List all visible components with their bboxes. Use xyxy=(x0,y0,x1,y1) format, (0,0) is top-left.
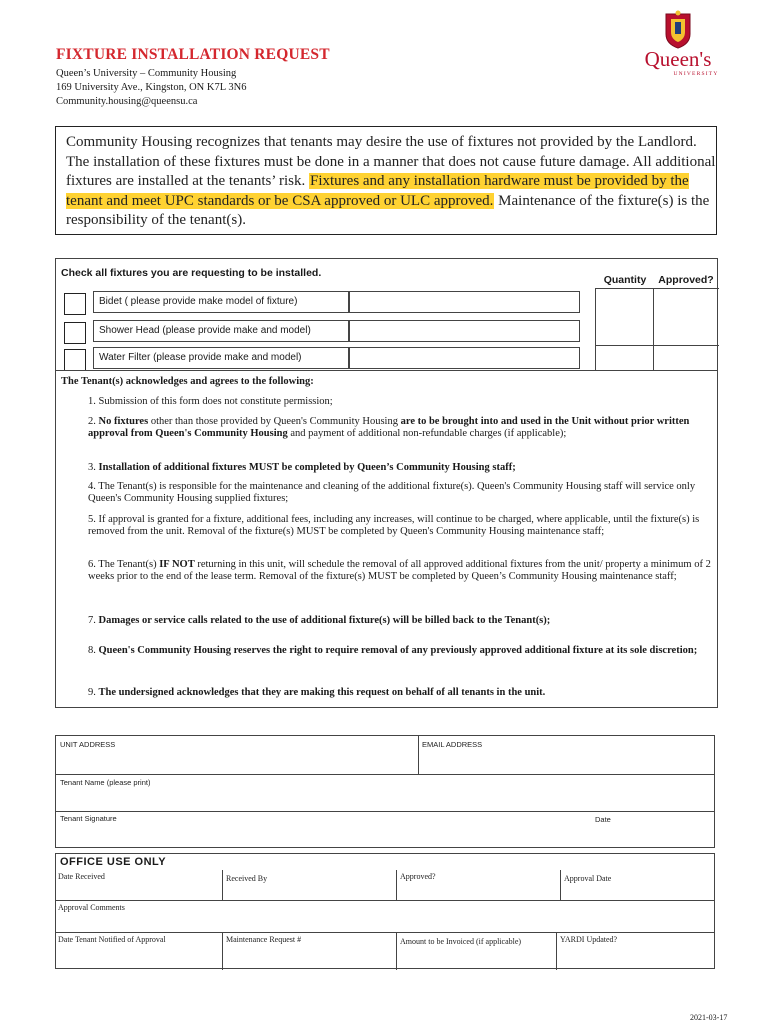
approved-header: Approved? xyxy=(658,274,714,286)
shower-head-label: Shower Head (please provide make and model) xyxy=(93,320,349,342)
intro-statement xyxy=(55,126,717,235)
logo-wordmark: Queen's xyxy=(644,47,712,71)
yardi-updated-label: YARDI Updated? xyxy=(560,935,618,944)
water-filter-label: Water Filter (please provide make and model) xyxy=(93,347,349,369)
fixtures-heading: Check all fixtures you are requesting to be installed. xyxy=(61,267,322,279)
term-5: 5. If approval is granted for a fixture, additional fees, including any increases, will continue to be charged, where applicable, until the fixture(s) is removed from the unit. Removal of the fixture(s) MUST be completed by Queen's Community Housing maintenance staff; xyxy=(88,514,700,537)
term-2: 2. No fixtures other than those provided by Queen's Community Housing are to be brought into and used in the Unit without prior written approval from Queen's Community Housing and payment of additional non-refundable charges (if applicable); xyxy=(88,416,690,439)
water-filter-checkbox[interactable] xyxy=(64,349,86,371)
intro-text-end: Maintenance of the fixture(s) is the responsibility of the tenant(s). xyxy=(66,192,710,228)
amount-invoiced-label: Amount to be Invoiced (if applicable) xyxy=(400,937,522,946)
email-address-label: EMAIL ADDRESS xyxy=(422,740,483,749)
term-8: 8. Queen's Community Housing reserves the right to require removal of any previously approved additional fixture at its sole discretion; xyxy=(88,645,698,656)
office-use-title: OFFICE USE ONLY xyxy=(60,856,167,868)
bidet-label: Bidet ( please provide make model of fixture) xyxy=(93,291,349,313)
term-6: 6. The Tenant(s) IF NOT returning in this unit, will schedule the removal of all approved additional fixtures from the unit/ property a minimum of 2 weeks prior to the end of the lease term. Removal of the fixture(s) MUST be completed by Queen’s Community Housing maintenance staff; xyxy=(88,559,711,582)
tenant-signature-label: Tenant Signature xyxy=(60,814,117,823)
intro-highlight: Fixtures and any installation hardware must be provided by the tenant and meet UPC standards or be CSA approved or ULC approved. xyxy=(66,173,689,209)
date-notified-label: Date Tenant Notified of Approval xyxy=(58,935,166,944)
approved-label: Approved? xyxy=(400,872,436,881)
term-1: 1. Submission of this form does not constitute permission; xyxy=(88,396,333,407)
water-filter-model-field[interactable] xyxy=(349,347,580,369)
date-label: Date xyxy=(595,815,611,824)
quantity-header: Quantity xyxy=(603,274,647,286)
bidet-model-field[interactable] xyxy=(349,291,580,313)
shower-head-model-field[interactable] xyxy=(349,320,580,342)
term-7: 7. Damages or service calls related to the use of additional fixture(s) will be billed back to the Tenant(s); xyxy=(88,615,551,626)
approval-date-label: Approval Date xyxy=(564,874,612,883)
org-name: Queen’s University – Community Housing xyxy=(56,68,237,79)
term-9: 9. The undersigned acknowledges that they are making this request on behalf of all tenants in the unit. xyxy=(88,687,546,698)
received-by-label: Received By xyxy=(226,874,268,883)
bidet-checkbox[interactable] xyxy=(64,293,86,315)
terms-section xyxy=(55,370,718,708)
form-title: FIXTURE INSTALLATION REQUEST xyxy=(56,46,330,63)
office-use-section xyxy=(55,853,715,969)
approval-comments-label: Approval Comments xyxy=(58,903,125,912)
unit-address-label: UNIT ADDRESS xyxy=(60,740,116,749)
form-date-code: 2021-03-17 xyxy=(690,1013,728,1022)
shower-head-checkbox[interactable] xyxy=(64,322,86,344)
intro-text: Community Housing recognizes that tenants may desire the use of fixtures not provided by the Landlord. The installation of these fixtures must be done in a manner that does not cause future damage. All additional fixtures are installed at the tenants’ risk. xyxy=(66,134,716,189)
tenant-info-section xyxy=(55,735,715,848)
tenant-name-label: Tenant Name (please print) xyxy=(60,778,151,787)
term-4: 4. The Tenant(s) is responsible for the maintenance and cleaning of the additional fixture(s). Queen's Community Housing staff will service only Queen's Community Housing supplied fixtures; xyxy=(88,481,696,504)
org-email: Community.housing@queensu.ca xyxy=(56,96,198,107)
queens-logo xyxy=(630,10,726,78)
crest-icon xyxy=(666,11,690,49)
date-received-label: Date Received xyxy=(58,872,105,881)
logo-subtext: UNIVERSITY xyxy=(673,71,719,77)
fixture-request-table xyxy=(55,258,718,371)
org-address: 169 University Ave., Kingston, ON K7L 3N6 xyxy=(56,82,247,93)
terms-heading: The Tenant(s) acknowledges and agrees to the following: xyxy=(61,376,314,387)
term-3: 3. Installation of additional fixtures MUST be completed by Queen’s Community Housing staff; xyxy=(88,462,516,473)
maintenance-request-label: Maintenance Request # xyxy=(226,935,302,944)
